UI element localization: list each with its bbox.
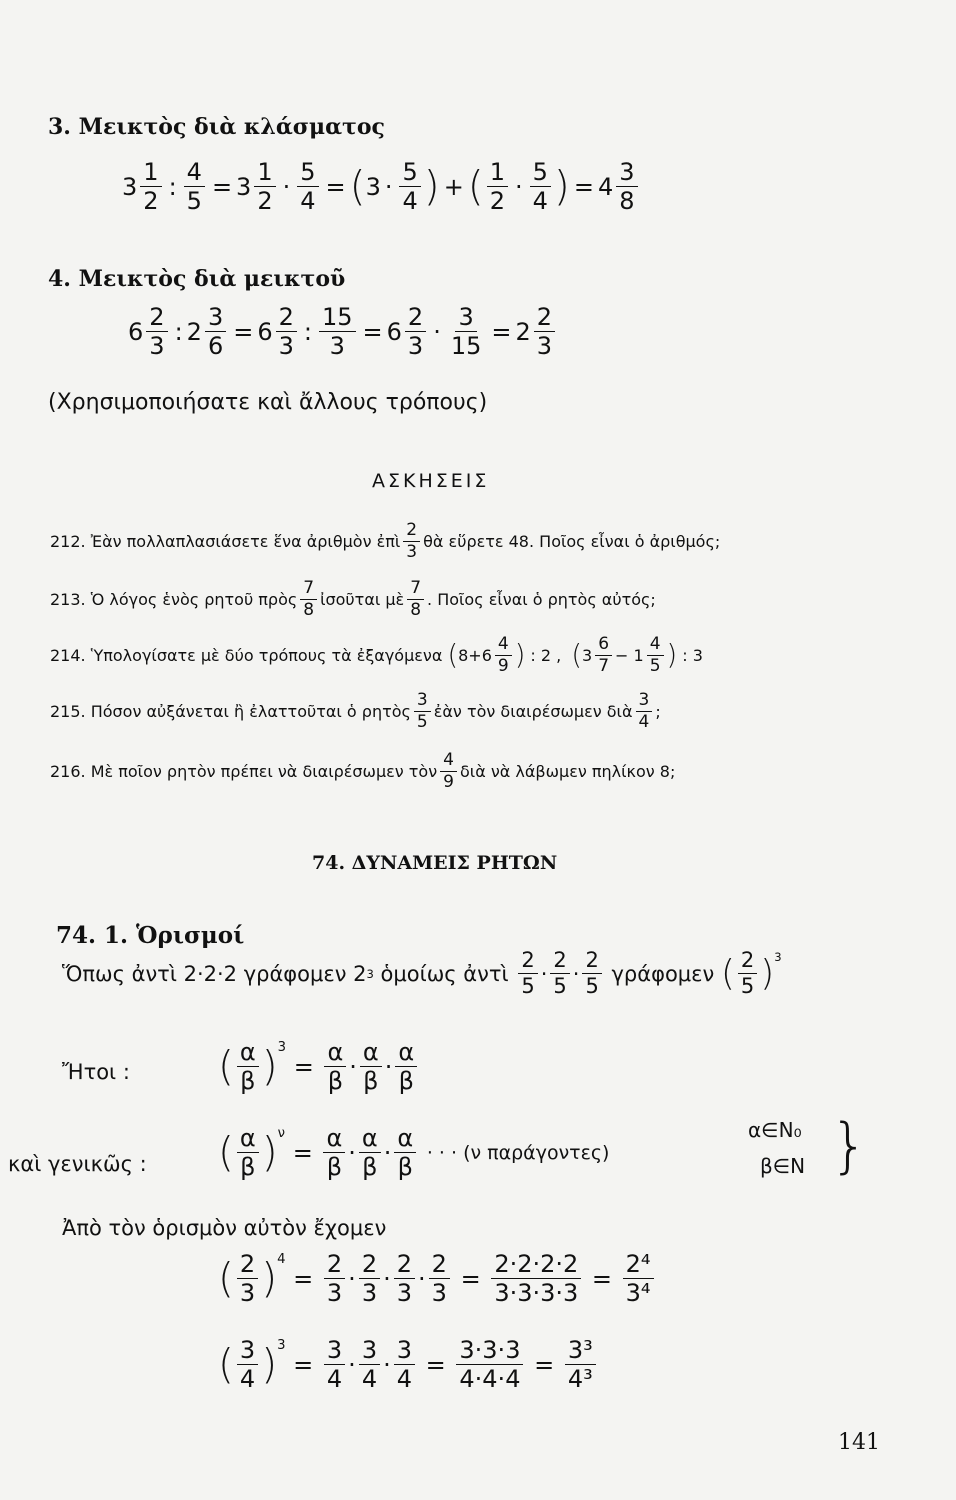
page-number: 141: [838, 1430, 880, 1455]
equation-mixed-by-mixed: 6 $\frac{2}{3}$ : 2 $\frac{3}{6}$ = 6 $\frac{2}{3}$ : $\frac{15}{3}$ = 6 $\frac{2}{3}$ · $\frac{3}{15}$ = 2 $\frac{2}{3}$: [128, 305, 558, 358]
section-74-1-title: 74. 1. Ὁρισμοί: [56, 922, 245, 949]
example-two-thirds-fourth: ( $\frac{2}{3}$ ) $^4$ = $\frac{2}{3}$ · $\frac{2}{3}$ · $\frac{2}{3}$ · $\frac{2}{3}$ = $\frac{2\cdot 2\cdot 2\cdot 2}{3\cdot 3\cdot 3\cdot 3}$ = $\frac{\text{2⁴}}{\text{3⁴}}$: [218, 1252, 657, 1305]
exercise-213: 213. Ὁ λόγος ἑνὸς ρητοῦ πρὸς $\frac{7}{8}$ ἰσοῦται μὲ $\frac{7}{8}$ . Ποῖος εἶναι ὁ ρητὸς αὐτός;: [50, 578, 656, 620]
itoi-label: Ἤτοι :: [62, 1060, 130, 1084]
exercise-212: 212. Ἐὰν πολλαπλασιάσετε ἕνα ἀριθμὸν ἐπὶ $\frac{2}{3}$ θὰ εὕρετε 48. Ποῖος εἶναι ὁ ἀριθμός;: [50, 520, 721, 562]
exercise-214: 214. Ὑπολογίσατε μὲ δύο τρόπους τὰ ἐξαγόμενα ( 8+6 $\frac{4}{9}$ ) : 2 , ( 3 $\frac{6}{7}$ − 1 $\frac{4}{5}$ ) : 3: [50, 634, 703, 676]
condition-alpha: α∈N₀: [748, 1118, 802, 1142]
exercise-216: 216. Μὲ ποῖον ρητὸν πρέπει νὰ διαιρέσωμεν τὸν $\frac{4}{9}$ διὰ νὰ λάβωμεν πηλίκον 8;: [50, 750, 676, 792]
definition-line: Ὅπως ἀντὶ 2·2·2 γράφομεν 2 3 ὁμοίως ἀντὶ $\frac{2}{5}$ · $\frac{2}{5}$ · $\frac{2}{5}$ γράφομεν ( $\frac{2}{5}$ ) $^3$: [62, 948, 782, 998]
condition-brace: }: [830, 1111, 869, 1181]
section-4-note: (Χρησιμοποιήσατε καὶ ἄλλους τρόπους): [48, 390, 488, 415]
power-definition-general: ( $\frac{\alpha}{\beta}$ ) $^\nu$ = $\frac{\alpha}{\beta}$ · $\frac{\alpha}{\beta}$ · $\frac{\alpha}{\beta}$ · · · (ν παράγοντες): [218, 1124, 610, 1181]
from-definition-text: Ἀπὸ τὸν ὁρισμὸν αὐτὸν ἔχομεν: [62, 1216, 387, 1240]
condition-beta: β∈N: [760, 1154, 806, 1178]
power-definition-cubed: ( $\frac{\alpha}{\beta}$ ) $^3$ = $\frac{\alpha}{\beta}$ · $\frac{\alpha}{\beta}$ · $\frac{\alpha}{\beta}$: [218, 1040, 420, 1093]
example-three-quarters-cubed: ( $\frac{3}{4}$ ) $^3$ = $\frac{3}{4}$ · $\frac{3}{4}$ · $\frac{3}{4}$ = $\frac{3\cdot 3\cdot 3}{4\cdot 4\cdot 4}$ = $\frac{\text{3³}}{\text{4³}}$: [218, 1338, 599, 1391]
equation-mixed-by-fraction: 3 $\frac{1}{2}$ : $\frac{4}{5}$ = 3 $\frac{1}{2}$ · $\frac{5}{4}$ = ( 3 · $\frac{5}{4}$ ) + ( $\frac{1}{2}$ · $\frac{5}{4}$ ) = 4 $\frac{3}{8}$: [122, 160, 641, 213]
section-3-title: 3. Μεικτὸς διὰ κλάσματος: [48, 114, 385, 140]
exercise-215: 215. Πόσον αὐξάνεται ἢ ἐλαττοῦται ὁ ρητὸς $\frac{3}{5}$ ἐὰν τὸν διαιρέσωμεν διὰ $\frac{3}{4}$ ;: [50, 690, 661, 732]
section-74-title: 74. ΔΥΝΑΜΕΙΣ ΡΗΤΩΝ: [312, 852, 558, 874]
section-4-title: 4. Μεικτὸς διὰ μεικτοῦ: [48, 266, 346, 292]
exercises-title: ΑΣΚΗΣΕΙΣ: [372, 470, 490, 492]
general-label: καὶ γενικῶς :: [8, 1152, 147, 1176]
